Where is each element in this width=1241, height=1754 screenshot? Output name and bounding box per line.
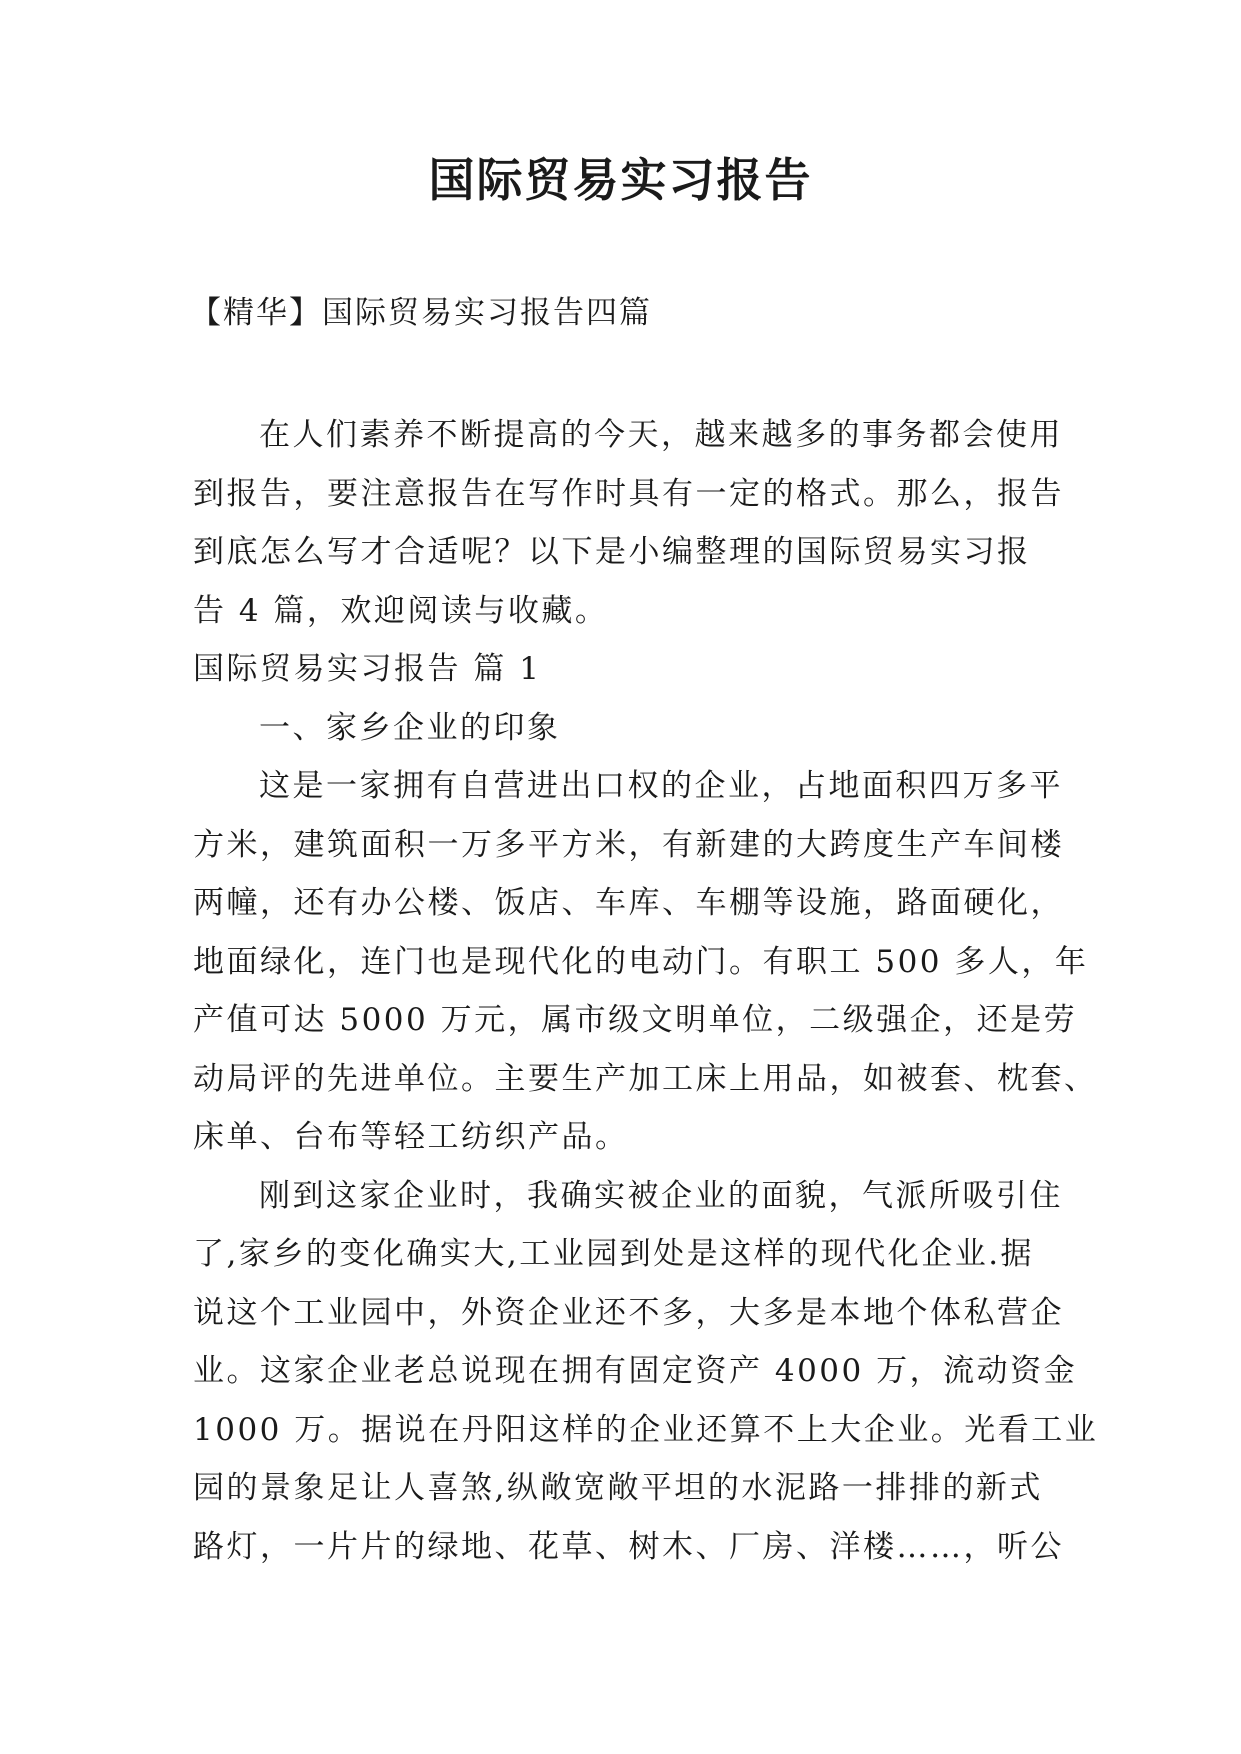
body-line: 告 4 篇，欢迎阅读与收藏。 bbox=[193, 592, 609, 629]
body-line: 1000 万。据说在丹阳这样的企业还算不上大企业。光看工业 bbox=[193, 1411, 1099, 1448]
body-line: 到底怎么写才合适呢？以下是小编整理的国际贸易实习报 bbox=[193, 534, 1031, 570]
body-line: 路灯，一片片的绿地、花草、树木、厂房、洋楼……，听公 bbox=[193, 1528, 1064, 1565]
body-line: 业。这家企业老总说现在拥有固定资产 4000 万，流动资金 bbox=[193, 1353, 1078, 1389]
document-subtitle: 【精华】国际贸易实习报告四篇 bbox=[190, 295, 652, 331]
body-line: 床单、台布等轻工纺织产品。 bbox=[193, 1119, 629, 1155]
body-line: 刚到这家企业时，我确实被企业的面貌，气派所吸引住 bbox=[259, 1177, 1063, 1214]
body-line: 园的景象足让人喜煞,纵敞宽敞平坦的水泥路一排排的新式 bbox=[193, 1470, 1043, 1506]
body-line: 方米，建筑面积一万多平方米，有新建的大跨度生产车间楼 bbox=[193, 826, 1064, 863]
body-line: 这是一家拥有自营进出口权的企业，占地面积四万多平 bbox=[259, 768, 1063, 804]
body-line: 国际贸易实习报告 篇 1 bbox=[193, 651, 542, 687]
body-line: 一、家乡企业的印象 bbox=[259, 709, 561, 746]
body-line: 到报告，要注意报告在写作时具有一定的格式。那么，报告 bbox=[193, 475, 1064, 512]
body-line: 说这个工业园中，外资企业还不多，大多是本地个体私营企 bbox=[193, 1294, 1064, 1331]
body-line: 产值可达 5000 万元，属市级文明单位，二级强企，还是劳 bbox=[193, 1002, 1078, 1038]
body-line: 了,家乡的变化确实大,工业园到处是这样的现代化企业.据 bbox=[193, 1236, 1035, 1272]
body-line: 动局评的先进单位。主要生产加工床上用品，如被套、枕套、 bbox=[193, 1060, 1098, 1097]
body-line: 在人们素养不断提高的今天，越来越多的事务都会使用 bbox=[259, 417, 1063, 453]
document-title: 国际贸易实习报告 bbox=[428, 153, 813, 207]
document-body bbox=[193, 406, 1099, 1576]
body-line: 地面绿化，连门也是现代化的电动门。有职工 500 多人，年 bbox=[193, 943, 1089, 980]
body-line: 两幢，还有办公楼、饭店、车库、车棚等设施，路面硬化， bbox=[193, 885, 1064, 921]
